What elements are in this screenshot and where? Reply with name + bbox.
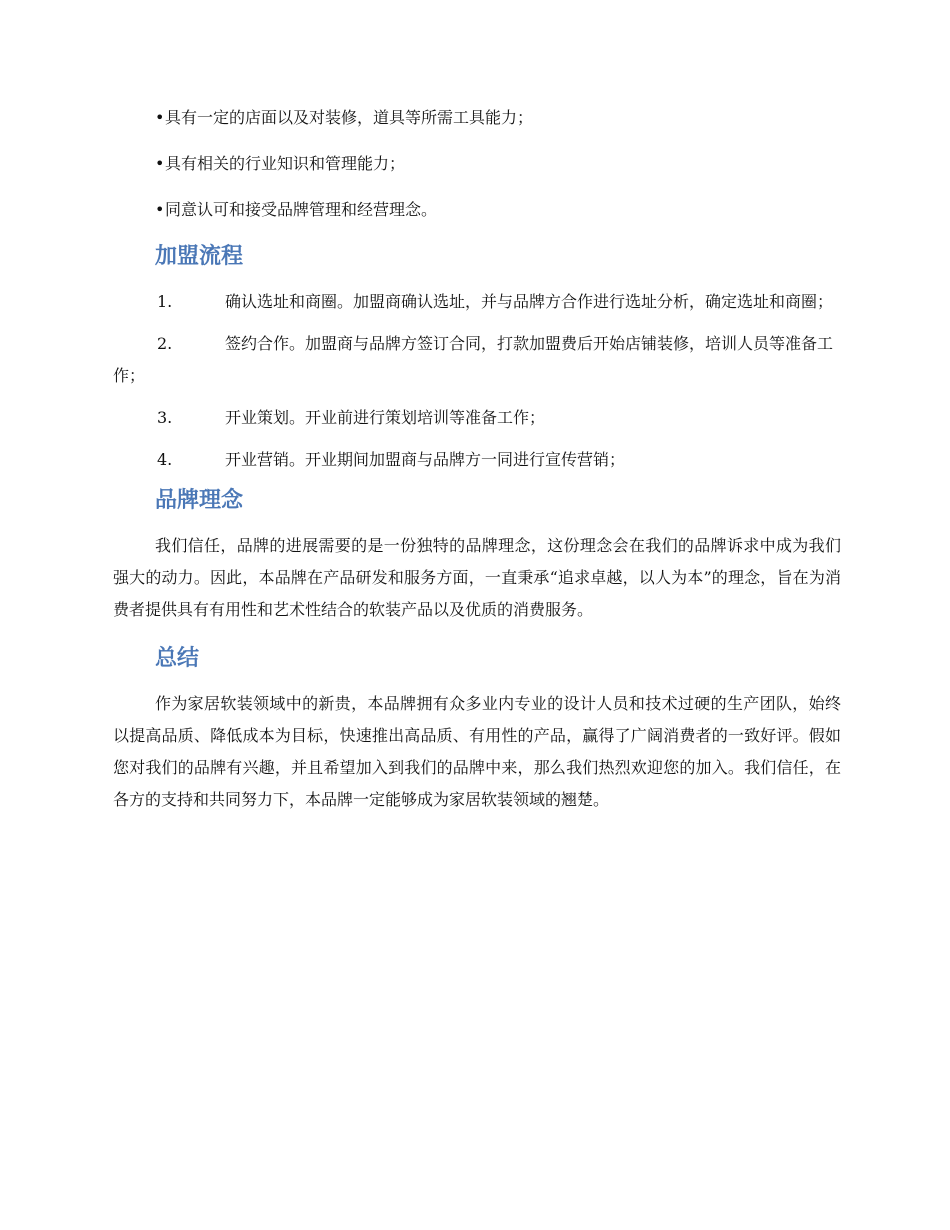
- step-number: 3.: [157, 408, 173, 427]
- step-number: 4.: [157, 450, 173, 469]
- brand-philosophy-heading: 品牌理念: [155, 488, 244, 513]
- bullet-icon: •: [155, 108, 165, 127]
- process-step: [113, 444, 841, 476]
- step-text: 确认选址和商圈。加盟商确认选址，并与品牌方合作进行选址分析，确定选址和商圈；: [225, 292, 834, 311]
- requirement-text: 具有一定的店面以及对装修，道具等所需工具能力；: [165, 108, 534, 127]
- bullet-icon: •: [155, 200, 165, 219]
- requirement-text: 具有相关的行业知识和管理能力；: [165, 154, 406, 173]
- join-process-heading: 加盟流程: [155, 244, 244, 269]
- requirement-text: 同意认可和接受品牌管理和经营理念。: [165, 200, 438, 219]
- step-number: 2.: [157, 334, 173, 353]
- document-content: [113, 104, 841, 834]
- step-text: 开业营销。开业期间加盟商与品牌方一同进行宣传营销；: [225, 450, 626, 469]
- process-step: [113, 328, 841, 392]
- brand-philosophy-paragraph: 我们信任，品牌的进展需要的是一份独特的品牌理念，这份理念会在我们的品牌诉求中成为我们强大的动力。因此，本品牌在产品研发和服务方面，一直秉承“追求卓越，以人为本”的理念，旨在为消费者提供具有有用性和艺术性结合的软装产品以及优质的消费服务。: [113, 536, 841, 619]
- summary-paragraph: 作为家居软装领域中的新贵，本品牌拥有众多业内专业的设计人员和技术过硬的生产团队，始终以提高品质、降低成本为目标，快速推出高品质、有用性的产品，赢得了广阔消费者的一致好评。假如您对我们的品牌有兴趣，并且希望加入到我们的品牌中来，那么我们热烈欢迎您的加入。我们信任，在各方的支持和共同努力下，本品牌一定能够成为家居软装领域的翘楚。: [113, 694, 841, 809]
- summary-heading: 总结: [155, 646, 200, 671]
- process-step: [113, 286, 841, 318]
- requirement-item: [113, 104, 841, 132]
- step-number: 1.: [157, 292, 173, 311]
- step-text: 开业策划。开业前进行策划培训等准备工作；: [225, 408, 546, 427]
- process-step: [113, 402, 841, 434]
- step-text: 签约合作。加盟商与品牌方签订合同，打款加盟费后开始店铺装修，培训人员等准备工作；: [113, 334, 834, 385]
- bullet-icon: •: [155, 154, 165, 173]
- requirement-item: [113, 150, 841, 178]
- requirement-item: [113, 196, 841, 224]
